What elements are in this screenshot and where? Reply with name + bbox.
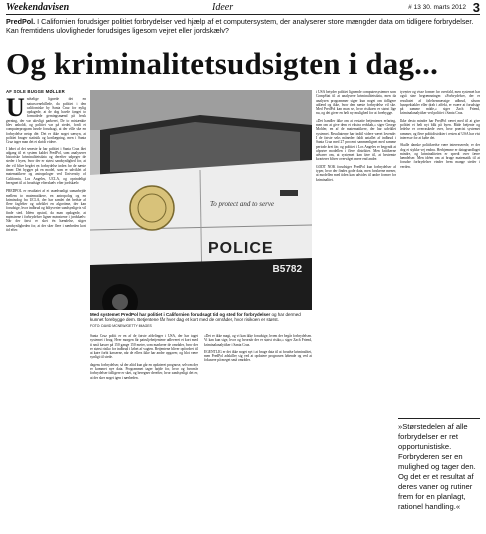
article-column-1 <box>6 90 86 232</box>
intro-keyword: PredPol. <box>6 17 36 26</box>
article-column-3 <box>316 90 396 182</box>
drop-cap: U <box>6 93 25 123</box>
publication-name: Weekendavisen <box>6 2 70 13</box>
column-3-paragraph-1: i USA betyder politiet lignende computersystemer som CompStat til at analysere kriminalitetsdata, men da analysen programmer siger kun noget om tidligere adfærd og ikke, hvor den næste forbrydelse vil ske. Med PredPol kan man se, hvor risikoen er størst lige nu, og det giver en helt ny mulighed for at forebygge. <box>316 90 396 116</box>
column-3-paragraph-2: »Det handler ikke om at erstatte betjentenes erfaring, men om at give dem et ekstra redskab,« siger George Mohler, en af de matematikere, der har udviklet systemet. Resultaterne har indtil videre været lovende: I de første seks måneder faldt antallet af indbrud i Santa Cruz med 27 procent sammenlignet med samme periode året før, og politiet i Los Angeles er begyndt at afprøve modellen i flere distrikter. Men kritikerne advarer om, at systemet kan føre til, at bestemte kvarterer bliver overvåget mere end andre. <box>316 118 396 162</box>
car-motto: To protect and to serve <box>210 200 275 208</box>
column-2b-paragraph-2: EGENTLIG er det ikke noget nyt i at bruge data til at forudse kriminalitet, men PredPol adskiller sig ved at opdatere prognosen løbende og ved at fokusere på meget små områder. <box>204 349 312 363</box>
article-column-2b <box>204 334 312 363</box>
column-4-paragraph-2: Ikke desto mindre har PredPol været med til at give politiet et helt nyt blik på byen. Både betjente og ledelse er overraskede over, hvor præcist systemet rammer, og flere politidistrikter i resten af USA har vist interesse for at købe det. <box>400 118 480 140</box>
column-2b-paragraph-1: »Det er ikke magi, og vi kan ikke forudsige, hvem der begår forbrydelsen. Vi kan kun sige, hvor og hvornår der er størst risiko,« siger Zach Friend, kriminalanalytiker i Santa Cruz. <box>204 334 312 347</box>
page-number: 3 <box>472 0 480 15</box>
page-title: Og kriminalitetsudsigten i dag... <box>6 46 439 81</box>
byline: AF SOLE BUGGE MØLLER <box>6 89 65 94</box>
column-1-paragraph-1: ndselige lignede det en naturscenebillede, da politiet i den californiske by Santa Cruz for nylig opdagede, at de dog havde fanget to formodede gerningsmænd på fersk gerning, der var ulovligt parkeret. De to mistænkte blev anholdt, og politiet var på stedet, fordi et computerprogram havde forudsagt, at der ville ske en forbrydelse netop dér. Det er ikke noget særsyn, at politiet bruger statistik og kortlægning, men i Santa Cruz tager man det et skridt videre. <box>6 97 86 145</box>
issue-date: # 13 30. marts 2012 <box>408 4 466 11</box>
column-4-paragraph-3: Skulle danske politikredse være interesserede, er der dog et stykke vej endnu. Herhjemme er datagrundlaget mindre, og kriminaliteten er spredt over færre hændelser. Men idéen om at bruge matematik til at forudse forbrydelser vinder frem mange steder i verden. <box>400 143 480 169</box>
column-2-paragraph-1: Santa Cruz politi er en af de første afdelinger i USA, der har taget systemet i brug. Hver morgen får patruljebetjentene udleveret et kort med ti små kasser på 150 gange 150 meter, som markerer de områder, hvor der er størst risiko for indbrud i løbet af vagten. Betjentene bliver opfordret til at køre forbi kasserne, når de ellers ikke har andre opgaver, og blot være synligt til stede. <box>90 334 198 360</box>
car-number: B5782 <box>272 264 302 275</box>
column-4-paragraph-1: tyverier og visse former for overfald, men systemet har også sine begrænsninger. »Forbrydelser, der er resultatet af følelsesmæssige udbrud, såsom husspektakler eller drab i affekt, er svære at forudsige på samme måde,« siger Zach Friend, kriminalanalytiker ved politiet i Santa Cruz. <box>400 90 480 116</box>
car-door-text: POLICE <box>208 240 274 257</box>
intro-text: I Californien forudsiger politiet forbrydelser ved hjælp af et computersystem, der analyserer store mængder data om tidligere forbrydelser. Kan fremtidens ulovligheder forudsiges ligesom vejret eller jordskælv? <box>6 17 474 35</box>
section-name: Ideer <box>212 2 234 13</box>
column-1-paragraph-2: I løbet af det seneste år har politiet i Santa Cruz fået adgang til et system kaldet PredPol, som analyserer historiske kriminalitetsdata og derefter udpeger de steder i byen, hvor der er størst sandsynlighed for, at der vil blive begået en forbrydelse inden for de næste timer. Det bygger på en model, som er udviklet af matematikere og antropologer ved University of California, Los Angeles, UCLA, og oprindeligt beregnet til at forudsige efterskælv efter jordskælv. <box>6 146 86 185</box>
photo-caption-lead: Med systemet PredPol har politiet i Californien forudsagt tid og sted for forbrydelser <box>90 312 271 317</box>
photo-caption <box>90 312 312 329</box>
column-2-paragraph-2: dagens forbrydelser, så der altid kun går en opdateret prognose, selvom der er kommet nye data. Programmet tager højde for, hvor og hvornår forbrydelser tidligere er sket, og beregner derefter, hvor sandsynligt det er, at der sker noget igen i nærheden. <box>90 362 198 380</box>
police-car-photo <box>90 90 312 310</box>
masthead <box>6 2 480 15</box>
article-column-4 <box>400 90 480 169</box>
photo-credit: FOTO: DAVID MCNEW/GETTY IMAGES <box>90 323 152 328</box>
column-3-paragraph-3: GODT NOK forudsiger PredPol kun forbrydelser af typer, hvor der findes gode data, men forskerne mener, at modellen med tiden kan udvides til andre former for kriminalitet. <box>316 164 396 182</box>
article-intro <box>6 17 480 35</box>
article-column-2 <box>90 334 198 380</box>
pull-quote: »Størstedelen af alle forbrydelser er ret opportunistiske. Forbryderen ser en mulighed og tager den. Og det er et resultat af deres vaner og rutiner frem for en planlagt, rationel handling.« <box>398 418 480 512</box>
photo-caption-text: og har dermed kunnet forebygge dem. Betjentene får hver dag et kort med de områder, hvor risikoen er størst. <box>90 312 301 323</box>
column-1-paragraph-3: PREDPOL er resultatet af et usædvanligt samarbejde mellem to matematikere, en antropolog og en kriminolog fra UCLA, der har samlet det bedste af flere fagfelter og udviklet en algoritme, der kan forudsige, hvor indbrud og biltyverier sandsynligvis vil finde sted. Idéen opstod, da man opdagede, at mønstrene i forbrydelser ligner mønstrene i jordskælv: Når der først er sket én hændelse, stiger sandsynligheden for, at der sker flere i nærheden kort tid efter. <box>6 189 86 232</box>
